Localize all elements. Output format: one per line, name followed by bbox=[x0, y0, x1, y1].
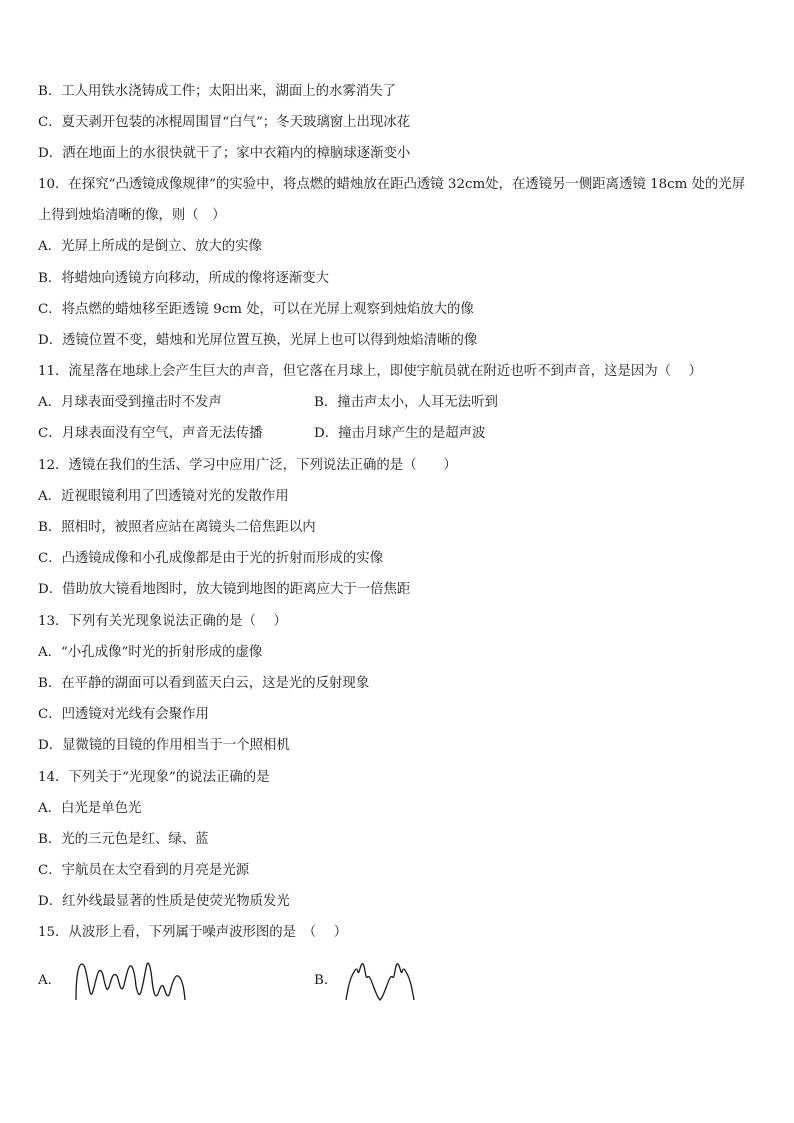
question-11-option-d: D．撞击月球产生的是超声波 bbox=[314, 426, 486, 441]
question-12-option-b: B．照相时，被照者应站在离镜头二倍焦距以内 bbox=[38, 520, 316, 535]
question-13-option-d: D．显微镜的目镜的作用相当于一个照相机 bbox=[38, 738, 290, 753]
question-13-option-b: B．在平静的湖面可以看到蓝天白云，这是光的反射现象 bbox=[38, 676, 370, 691]
question-11-option-b: B．撞击声太小，人耳无法听到 bbox=[314, 395, 498, 410]
question-14-stem: 14．下列关于“光现象”的说法正确的是 bbox=[38, 770, 270, 785]
question-9-option-c: C．夏天剥开包装的冰棍周围冒“白气”；冬天玻璃窗上出现冰花 bbox=[38, 115, 411, 130]
question-11-option-a: A．月球表面受到撞击时不发声 bbox=[38, 395, 222, 410]
question-12-option-c: C．凸透镜成像和小孔成像都是由于光的折射而形成的实像 bbox=[38, 551, 384, 566]
question-13-option-a: A．“小孔成像”时光的折射形成的虚像 bbox=[38, 645, 263, 660]
question-10-stem-line1: 10．在探究“凸透镜成像规律”的实验中，将点燃的蜡烛放在距凸透镜 32cm处，在透镜另一侧距离透镜 18cm 处的光屏 bbox=[38, 177, 746, 192]
question-14-option-d: D．红外线最显著的性质是使荧光物质发光 bbox=[38, 894, 290, 909]
question-12-option-a: A．近视眼镜利用了凹透镜对光的发散作用 bbox=[38, 489, 289, 504]
question-9-option-b: B．工人用铁水浇铸成工件；太阳出来，湖面上的水雾消失了 bbox=[38, 84, 396, 99]
question-10-stem-line2: 上得到烛焰清晰的像，则（ ） bbox=[38, 208, 226, 223]
noise-waveform-a bbox=[72, 958, 190, 1004]
question-14-option-b: B．光的三元色是红、绿、蓝 bbox=[38, 832, 209, 847]
question-15-stem: 15．从波形上看，下列属于噪声波形图的是 （ ） bbox=[38, 925, 348, 940]
question-14-option-c: C．宇航员在太空看到的月亮是光源 bbox=[38, 863, 250, 878]
question-10-option-d: D．透镜位置不变，蜡烛和光屏位置互换，光屏上也可以得到烛焰清晰的像 bbox=[38, 333, 478, 348]
question-12-option-d: D．借助放大镜看地图时，放大镜到地图的距离应大于一倍焦距 bbox=[38, 582, 411, 597]
question-10-option-b: B．将蜡烛向透镜方向移动，所成的像将逐渐变大 bbox=[38, 271, 330, 286]
question-13-option-c: C．凹透镜对光线有会聚作用 bbox=[38, 707, 209, 722]
question-9-option-d: D．洒在地面上的水很快就干了；家中衣箱内的樟脑球逐渐变小 bbox=[38, 146, 411, 161]
musical-waveform-b bbox=[342, 958, 422, 1004]
question-15-option-b-label: B． bbox=[314, 973, 338, 988]
question-13-stem: 13．下列有关光现象说法正确的是（ ） bbox=[38, 614, 287, 629]
question-10-option-a: A．光屏上所成的是倒立、放大的实像 bbox=[38, 239, 262, 254]
question-12-stem: 12．透镜在我们的生活、学习中应用广泛，下列说法正确的是（ ） bbox=[38, 458, 457, 473]
question-11-stem: 11．流星落在地球上会产生巨大的声音，但它落在月球上，即使宇航员就在附近也听不到声音，这是因为（ ） bbox=[38, 364, 703, 379]
question-11-option-c: C．月球表面没有空气，声音无法传播 bbox=[38, 426, 263, 441]
question-15-option-a-label: A． bbox=[38, 973, 62, 988]
question-10-option-c: C．将点燃的蜡烛移至距透镜 9cm 处，可以在光屏上观察到烛焰放大的像 bbox=[38, 302, 474, 317]
question-14-option-a: A．白光是单色光 bbox=[38, 801, 142, 816]
